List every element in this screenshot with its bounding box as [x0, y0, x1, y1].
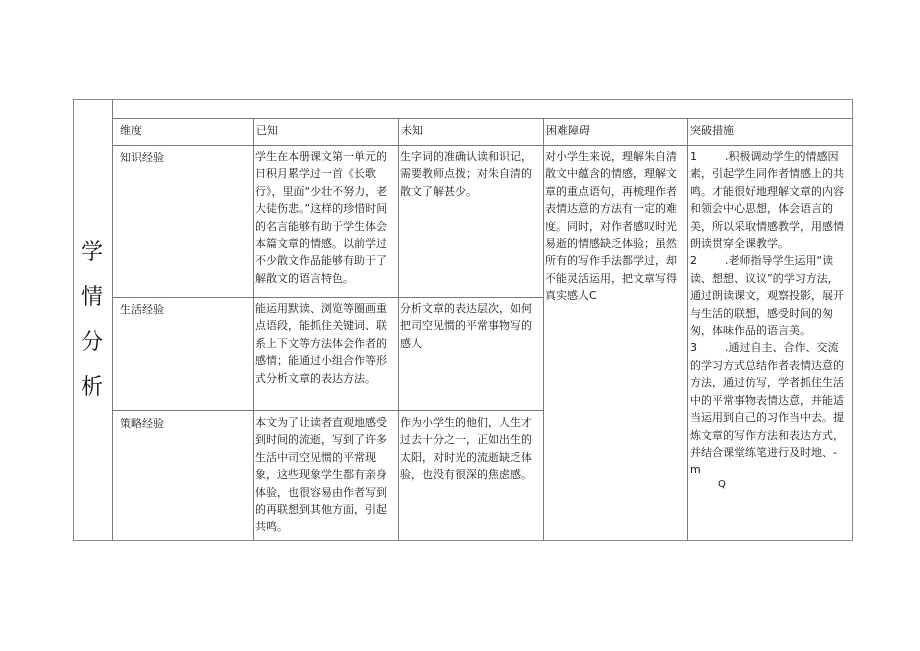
header-known: 已知 [256, 124, 278, 137]
grid-line [543, 118, 544, 541]
breakthrough-item-number: 2 [690, 254, 697, 268]
cell-unknown-life: 分析文章的表达层次，如何把司空见惯的平常事物写的感人 [400, 302, 532, 350]
grid-line [112, 410, 543, 411]
grid-line [112, 145, 853, 146]
breakthrough-item-text: .通过自主、合作、交流的学习方式总结作者表情达意的方法，通过仿写，学者抓住生活中的平常事物表情达意，并能适当运用到自己的习作当中去。提炼文章的写作方法和表达方式，并结合课堂练笔进行及时地、-m [690, 341, 844, 477]
breakthrough-item-number: 1 [690, 150, 697, 163]
grid-line [253, 118, 254, 541]
cell-unknown-strategy: 作为小学生的他们，人生才过去十分之一，正如出生的太阳，对时光的流逝缺乏体验，也没有很深的焦虑感。 [400, 416, 532, 482]
cell-known-life: 能运用默读、浏览等圈画重点语段，能抓住关键词、联系上下文等方法体会作者的感情；能通过小组合作等形式分析文章的表达方法。 [255, 302, 387, 385]
grid-line [112, 118, 853, 119]
cell-known-strategy: 本文为了让读者直观地感受到时间的流逝，写到了许多生活中司空见惯的平常现象，这些现象学生都有亲身体验，也很容易由作者写到的再联想到其他方面，引起共鸣。 [255, 416, 387, 534]
header-unknown: 未知 [401, 124, 423, 137]
grid-line [112, 99, 113, 541]
row-dimension-strategy: 策略经验 [120, 417, 164, 430]
side-title-char: 析 [80, 375, 103, 400]
breakthrough-item-3 [690, 339, 845, 478]
cell-difficulty: 对小学生来说，理解朱自清散文中蕴含的情感，理解文章的重点语句，再梳理作者表情达意的方法有一定的难度。同时，对作者感叹时光易逝的情感缺乏体验；虽然所有的写作手法都学过，却不能灵活运用，把文章写得真实感人C [545, 150, 677, 303]
breakthrough-item-number: 3 [690, 341, 697, 355]
side-title-char: 学 [80, 240, 103, 265]
header-dimension: 维度 [120, 124, 142, 137]
side-title-char: 分 [80, 330, 103, 355]
trailing-mark: Q [718, 478, 726, 490]
breakthrough-item-1 [690, 148, 845, 252]
grid-line [687, 118, 688, 541]
side-title [74, 230, 110, 410]
header-difficulty: 困难障碍 [546, 124, 590, 137]
breakthrough-item-2 [690, 252, 845, 339]
row-dimension-knowledge: 知识经验 [120, 151, 164, 164]
header-breakthrough: 突破措施 [690, 124, 734, 137]
side-title-char: 情 [80, 285, 103, 310]
grid-line [112, 297, 543, 298]
row-dimension-life: 生活经验 [120, 303, 164, 316]
cell-known-knowledge: 学生在本册课文第一单元的日积月累学过一首《长歌行》，里面“少壮不努力，老大徒伤悲。”这样的珍惜时间的名言能够有助于学生体会本篇文章的情感。以前学过不少散文作品能够有助于了解散文的语言特色。 [255, 150, 388, 285]
cell-unknown-knowledge: 生字词的准确认读和识记，需要教师点拨；对朱自清的散文了解甚少。 [400, 150, 532, 198]
cell-breakthrough [690, 148, 845, 491]
grid-line [543, 280, 544, 281]
grid-line [398, 118, 399, 541]
breakthrough-item-text: .积极调动学生的情感因素，引起学生同作者情感上的共鸣。才能很好地理解文章的内容和领会中心思想，体会语言的美，所以采取情感教学，用感情朗读贯穿全课教学。 [690, 150, 844, 251]
breakthrough-item-text: .老师指导学生运用“读读、想想、议议”的学习方法，通过朗读课文，观察投影，展开与生活的联想，感受时间的匆匆，体味作品的语言美。 [690, 254, 844, 338]
